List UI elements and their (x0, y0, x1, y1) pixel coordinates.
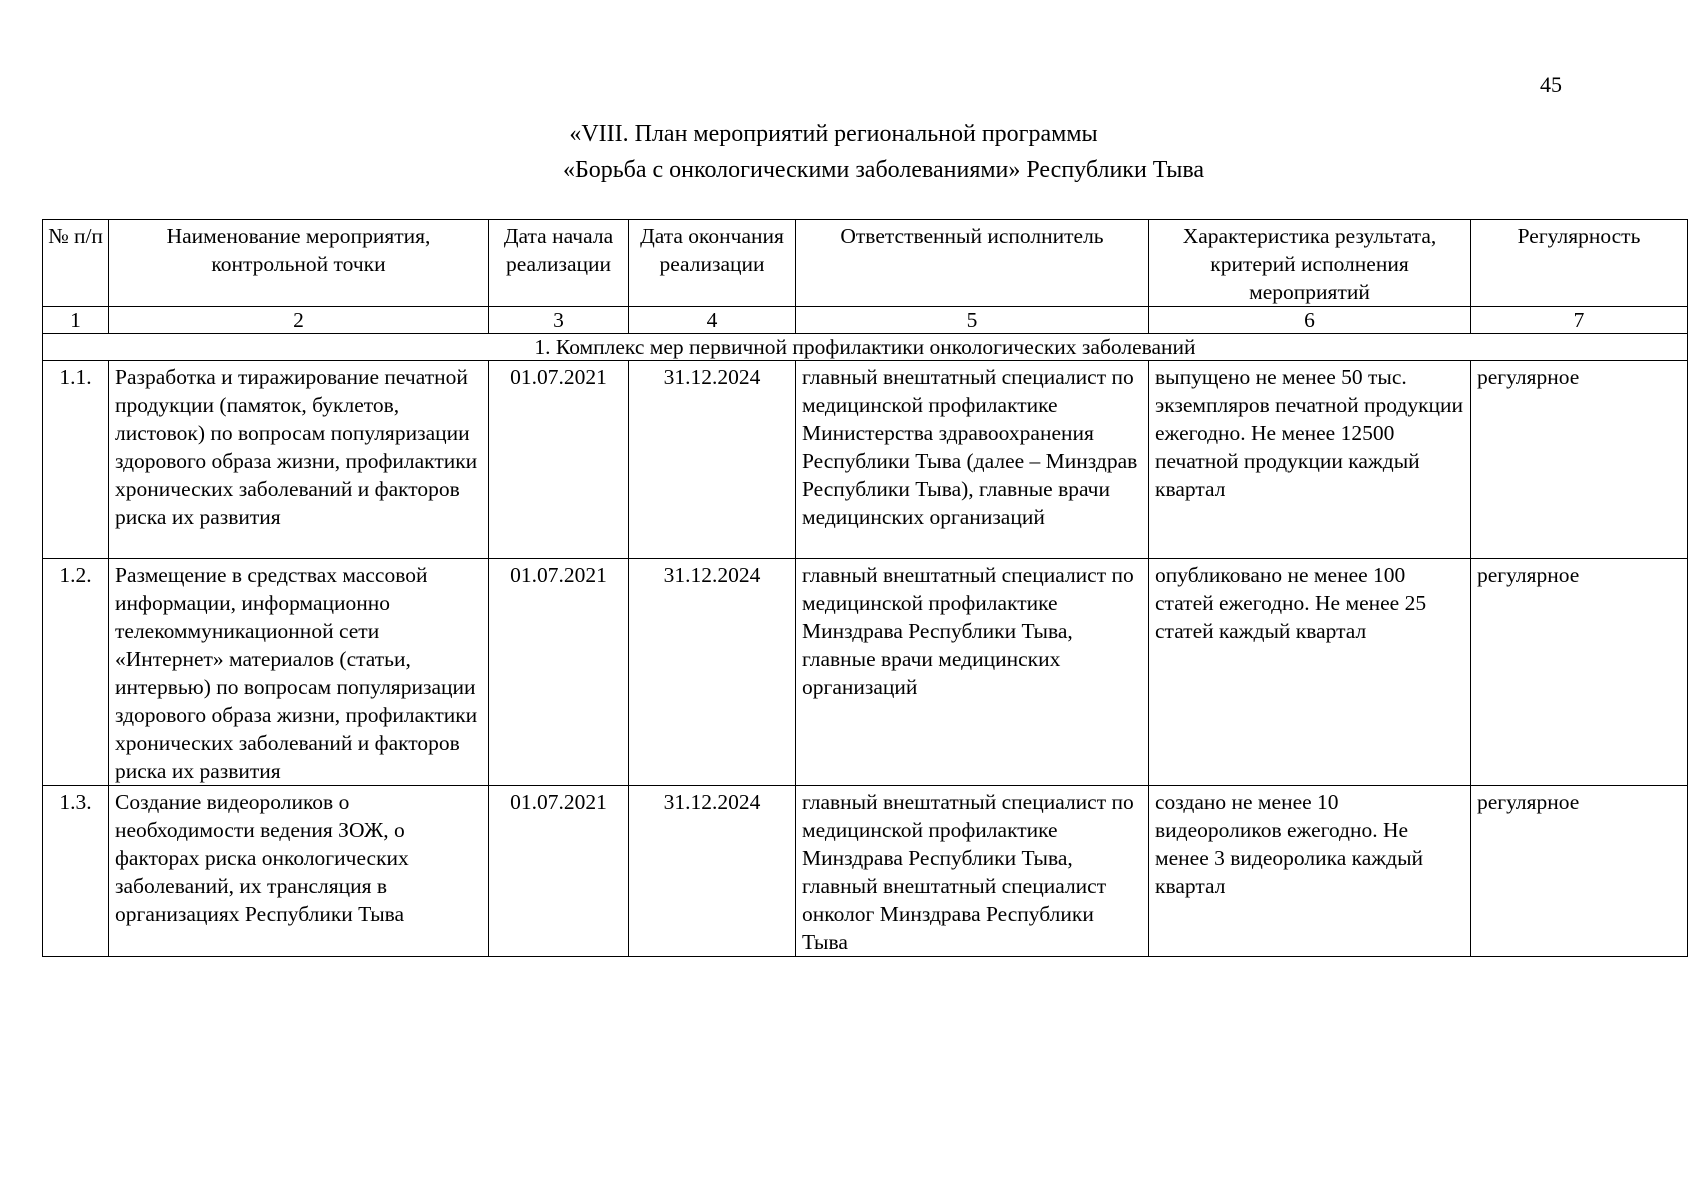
title-line-1: «VIII. План мероприятий региональной программы (569, 121, 1098, 147)
page-number: 45 (1540, 72, 1562, 97)
table-row (43, 786, 1688, 957)
header-number: № п/п (43, 220, 109, 307)
row-name: Создание видеороликов о необходимости ведения ЗОЖ, о факторах риска онкологических заболеваний, их трансляция в организациях Республики Тыва (109, 786, 489, 957)
table-row (43, 559, 1688, 786)
document-title (0, 116, 1697, 188)
header-name: Наименование мероприятия, контрольной точки (109, 220, 489, 307)
row-start-date: 01.07.2021 (489, 361, 629, 559)
header-executor: Ответственный исполнитель (796, 220, 1149, 307)
table-header-row (43, 220, 1688, 307)
column-number: 5 (796, 307, 1149, 334)
column-number: 4 (629, 307, 796, 334)
column-number: 1 (43, 307, 109, 334)
column-number: 2 (109, 307, 489, 334)
column-number: 3 (489, 307, 629, 334)
row-number: 1.3. (43, 786, 109, 957)
row-regularity: регулярное (1471, 559, 1688, 786)
column-number: 7 (1471, 307, 1688, 334)
plan-table (42, 219, 1688, 957)
row-regularity: регулярное (1471, 786, 1688, 957)
header-result: Характеристика результата, критерий исполнения мероприятий (1149, 220, 1471, 307)
row-end-date: 31.12.2024 (629, 361, 796, 559)
header-start-date: Дата начала реализации (489, 220, 629, 307)
row-result: опубликовано не менее 100 статей ежегодно. Не менее 25 статей каждый квартал (1149, 559, 1471, 786)
row-result: выпущено не менее 50 тыс. экземпляров печатной продукции ежегодно. Не менее 12500 печатной продукции каждый квартал (1149, 361, 1471, 559)
header-regularity: Регулярность (1471, 220, 1688, 307)
row-start-date: 01.07.2021 (489, 786, 629, 957)
row-name: Разработка и тиражирование печатной продукции (памяток, буклетов, листовок) по вопросам популяризации здорового образа жизни, профилактики хронических заболеваний и факторов риска их развития (109, 361, 489, 559)
row-end-date: 31.12.2024 (629, 559, 796, 786)
section-row (43, 334, 1688, 361)
column-number: 6 (1149, 307, 1471, 334)
row-executor: главный внештатный специалист по медицинской профилактике Министерства здравоохранения Республики Тыва (далее – Минздрав Республики Тыва), главные врачи медицинских организаций (796, 361, 1149, 559)
row-number: 1.2. (43, 559, 109, 786)
table-row (43, 361, 1688, 559)
row-regularity: регулярное (1471, 361, 1688, 559)
row-number: 1.1. (43, 361, 109, 559)
row-executor: главный внештатный специалист по медицинской профилактике Минздрава Республики Тыва, главные врачи медицинских организаций (796, 559, 1149, 786)
row-start-date: 01.07.2021 (489, 559, 629, 786)
title-line-2: «Борьба с онкологическими заболеваниями» Республики Тыва (562, 157, 1205, 183)
row-result: создано не менее 10 видеороликов ежегодно. Не менее 3 видеоролика каждый квартал (1149, 786, 1471, 957)
row-executor: главный внештатный специалист по медицинской профилактике Минздрава Республики Тыва, главный внештатный специалист онколог Минздрава Республики Тыва (796, 786, 1149, 957)
column-numbers-row (43, 307, 1688, 334)
section-title: 1. Комплекс мер первичной профилактики онкологических заболеваний (43, 334, 1688, 361)
row-name: Размещение в средствах массовой информации, информационно телекоммуникационной сети «Интернет» материалов (статьи, интервью) по вопросам популяризации здорового образа жизни, профилактики хронических заболеваний и факторов риска их развития (109, 559, 489, 786)
header-end-date: Дата окончания реализации (629, 220, 796, 307)
row-end-date: 31.12.2024 (629, 786, 796, 957)
